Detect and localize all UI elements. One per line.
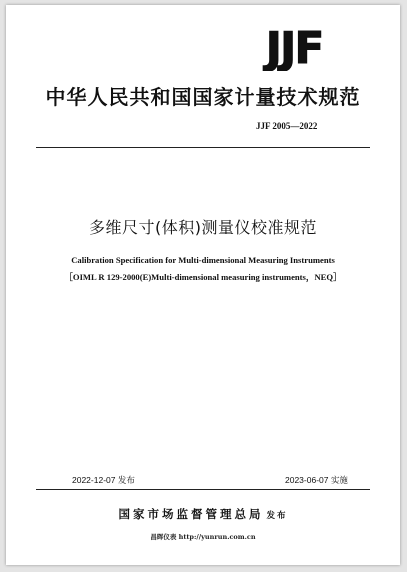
- footer-divider: [36, 489, 370, 490]
- standard-number: JJF 2005—2022: [256, 121, 318, 131]
- issuer-action: 发布: [266, 511, 288, 521]
- issuer-organization: 国家市场监督管理总局: [118, 507, 264, 521]
- header-divider: [36, 147, 370, 148]
- implementation-date: 2023-06-07 实施: [285, 475, 348, 485]
- standard-category-title: 中华人民共和国国家计量技术规范: [45, 85, 361, 109]
- document-page: [6, 5, 400, 565]
- jjf-logo: [238, 23, 350, 71]
- footer-watermark-text: 昌晖仪表 http://yunrun.com.cn: [150, 533, 256, 541]
- issuer-line: [6, 506, 400, 522]
- issue-date: 2022-12-07 发布: [72, 475, 135, 485]
- reference-standard: ［OIML R 129-2000(E)Multi-dimensional measuring instruments，NEQ］: [64, 272, 342, 282]
- document-title-en: Calibration Specification for Multi-dimensional Measuring Instruments: [71, 255, 335, 265]
- jjf-logo-text: JJF: [265, 23, 323, 71]
- jjf-logo-mark: [238, 23, 350, 71]
- document-title-cn: 多维尺寸(体积)测量仪校准规范: [89, 218, 317, 237]
